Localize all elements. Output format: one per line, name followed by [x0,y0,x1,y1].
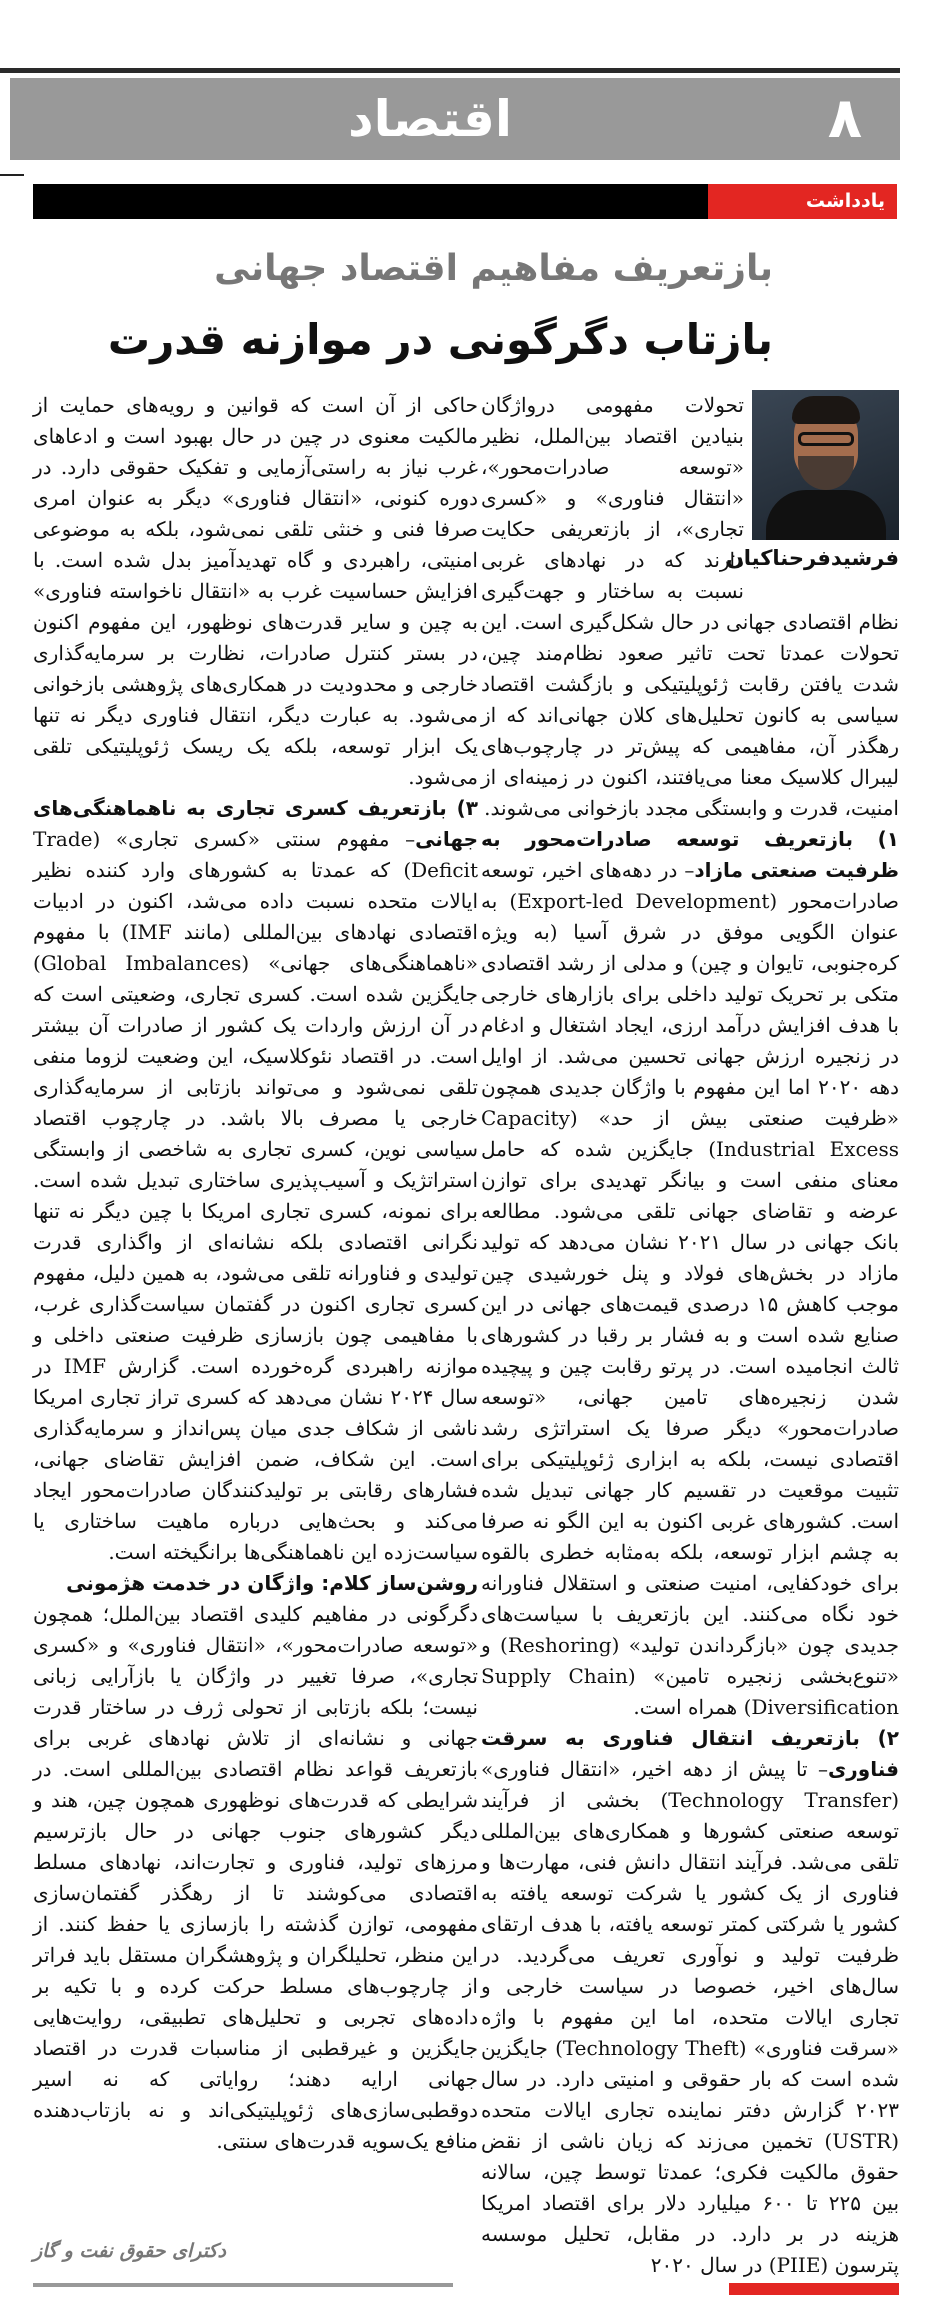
column-right [481,390,899,2281]
headline: بازتاب دگرگونی در موازنه قدرت [107,315,773,364]
category-bar [33,184,897,219]
section-3-heading: ۳) بازتعریف کسری تجاری به ناهماهنگی‌های جهانی [33,796,478,851]
section-4-heading: روشن‌ساز کلام: واژگان در خدمت هژمونی [66,1571,478,1595]
photo-glasses [798,432,854,446]
section-1-text: – در دهه‌های اخیر، توسعه صادرات‌محور (Export-led Development) به عنوان الگویی موفق در شرق آسیا (به ویژه کره‌جنوبی، تایوان و چین) و مدلی از رشد اقتصادی متکی بر تحریک تولید داخلی برای بازارهای خارجی با هدف افزایش درآمد ارزی، ایجاد اشتغال و ادغام در زنجیره ارزش جهانی تحسین می‌شد. از اوایل دهه ۲۰۲۰ اما این مفهوم با واژگان جدیدی همچون «ظرفیت صنعتی بیش از حد» (Capacity Industrial Excess) جایگزین شده که حامل معنای منفی است و بیانگر تهدیدی برای توازن عرضه و تقاضای جهانی تلقی می‌شود. مطالعه بانک جهانی در سال ۲۰۲۱ نشان می‌دهد که تولید مازاد در بخش‌های فولاد و پنل خورشیدی چین موجب کاهش ۱۵ درصدی قیمت‌های جهانی در این صنایع شده است و به فشار بر رقبا در کشورهای ثالث انجامیده است. در پرتو رقابت چین و پیچیده شدن زنجیره‌های تامین جهانی، «توسعه صادرات‌محور» دیگر صرفا یک استراتژی رشد اقتصادی نیست، بلکه به ابزاری ژئوپلیتیکی برای تثبیت موقعیت در تقسیم کار جهانی تبدیل شده است. کشورهای غربی اکنون به این الگو نه صرفا به چشم ابزار توسعه، بلکه به‌مثابه خطری بالقوه برای خودکفایی، امنیت صنعتی و استقلال فناورانه خود نگاه می‌کنند. این بازتعریف با سیاست‌های جدیدی چون «بازگرداندن تولید» (Reshoring) و «تنوع‌بخشی زنجیره تامین» (Supply Chain Diversification) همراه است. [481,858,900,1719]
section-1-paragraph [481,824,899,1723]
section-3-text: – مفهوم سنتی «کسری تجاری» (Trade Deficit) که عمدتا به کشورهای وارد کننده نظیر ایالات متحده نسبت داده می‌شد، اکنون در ادبیات اقتصادی نهادهای بین‌المللی (مانند IMF) با مفهوم «ناهماهنگی‌های جهانی» (Global Imbalances) جایگزین شده است. کسری تجاری، وضعیتی است که در آن ارزش واردات یک کشور از صادرات آن بیشتر است. در اقتصاد نئوکلاسیک، این وضعیت لزوما منفی تلقی نمی‌شود و می‌تواند بازتابی از سرمایه‌گذاری خارجی یا مصرف بالا باشد. در چارچوب اقتصاد سیاسی نوین، کسری تجاری به شاخصی از وابستگی استراتژیک و آسیب‌پذیری ساختاری تبدیل شده است. برای نمونه، کسری تجاری امریکا با چین دیگر نه تنها نگرانی اقتصادی بلکه نشانه‌ای از واگذاری قدرت تولیدی و فناورانه تلقی می‌شود، به همین دلیل، مفهوم کسری تجاری اکنون در گفتمان سیاست‌گذاری غرب، با مفاهیمی چون بازسازی ظرفیت صنعتی داخلی و موازنه راهبردی گره‌خورده است. گزارش IMF در سال ۲۰۲۴ نشان می‌دهد که کسری تراز تجاری امریکا ناشی از شکاف جدی میان پس‌انداز و سرمایه‌گذاری است. این شکاف، ضمن افزایش تقاضای جهانی، فشارهای رقابتی بر تولیدکنندگان صادرات‌محور ایجاد می‌کند و بحث‌هایی درباره ماهیت ساختاری یا سیاست‌زده این ناهماهنگی‌ها برانگیخته است. [33,827,479,1564]
section-title: اقتصاد [348,90,512,148]
header-left-gap [0,78,10,160]
author-credential: دکترای حقوق نفت و گاز [33,2240,226,2262]
section-3-paragraph [33,793,478,1568]
continuation-paragraph: حاکی از آن است که قوانین و رویه‌های حمایت از مالکیت معنوی در چین در حال بهبود است و ادعاهای غرب نیاز به راستی‌آزمایی و تفکیک حقوقی دارد. در دوره کنونی، «انتقال فناوری» دیگر به عنوان امری صرفا فنی و خنثی تلقی نمی‌شود، بلکه به موضوعی امنیتی، راهبردی و گاه تهدیدآمیز بدل شده است. با افزایش حساسیت غرب به «انتقال ناخواسته فناوری» به چین و سایر قدرت‌های نوظهور، این مفهوم اکنون در بستر کنترل صادرات، نظارت بر سرمایه‌گذاری خارجی و محدودیت در همکاری‌های پژوهشی بازخوانی می‌شود. به عبارت دیگر، انتقال فناوری دیگر نه تنها یک ابزار توسعه، بلکه یک ریسک ژئوپلیتیکی تلقی می‌شود. [33,393,478,789]
column-left [33,390,478,2157]
section-2-heading: ۲) بازتعریف انتقال فناوری به سرقت فناوری [481,1726,899,1781]
footer-rule [33,2283,453,2287]
photo-hair [792,396,860,424]
section-2-paragraph [481,1723,899,2281]
category-label: یادداشت [805,190,885,212]
author-photo [752,390,899,540]
section-2-text: – تا پیش از دهه اخیر، «انتقال فناوری» (Technology Transfer) بخشی از فرآیند توسعه صنعتی کشورها و همکاری‌های بین‌المللی تلقی می‌شد. فرآیند انتقال دانش فنی، مهارت‌ها و فناوری از یک کشور یا شرکت توسعه یافته به کشور یا شرکتی کمتر توسعه یافته، با هدف ارتقای ظرفیت تولید و نوآوری تعریف می‌گردید. در سال‌های اخیر، خصوصا در سیاست خارجی و تجاری ایالات متحده، اما این مفهوم با واژه «سرقت فناوری» (Technology Theft) جایگزین شده است که بار حقوقی و امنیتی دارد. در سال ۲۰۲۳ گزارش دفتر نماینده تجاری ایالات متحده (USTR) تخمین می‌زند که زیان ناشی از نقض حقوق مالکیت فکری؛ عمدتا توسط چین، سالانه بین ۲۲۵ تا ۶۰۰ میلیارد دلار برای اقتصاد امریکا هزینه در بر دارد. در مقابل، تحلیل موسسه پترسون (PIIE) در سال ۲۰۲۰ [481,1757,900,2277]
kicker: بازتعریف مفاهیم اقتصاد جهانی [214,248,773,289]
section-1-heading: ۱) بازتعریف توسعه صادرات‌محور به ظرفیت صنعتی مازاد [481,827,900,882]
photo-body [766,490,886,540]
intro-paragraph: تحولات مفهومی درواژگان بنیادین اقتصاد بین‌الملل، نظیر «توسعه صادرات‌محور»، «انتقال فناوری» و «کسری تجاری»، از بازتعریفی حکایت دارند که در نهادهای غربی نسبت به ساختار و جهت‌گیری نظام اقتصادی جهانی در حال شکل‌گیری است. این تحولات عمدتا تحت تاثیر صعود نظام‌مند چین، شدت یافتن رقابت ژئوپلیتیکی و بازگشت اقتصاد سیاسی به کانون تحلیل‌های کلان جهانی‌اند که از رهگذر آن، مفاهیمی که پیش‌تر در چارچوب‌های لیبرال کلاسیک معنا می‌یافتند، اکنون در زمینه‌ای از امنیت، قدرت و وابستگی مجدد بازخوانی می‌شوند. [481,393,900,820]
page-number: ۸ [827,86,863,151]
footer-red-mark [729,2283,899,2295]
section-4-text: دگرگونی در مفاهیم کلیدی اقتصاد بین‌الملل؛ همچون «توسعه صادرات‌محور»، «انتقال فناوری» و «کسری تجاری»، صرفا تغییر در واژگان یا بازآرایی زبانی نیست؛ بلکه بازتابی از تحولی ژرف در ساختار قدرت جهانی و نشانه‌ای از تلاش نهادهای غربی برای بازتعریف قواعد نظام اقتصادی بین‌المللی است. در شرایطی که قدرت‌های نوظهوری همچون چین، هند و دیگر کشورهای جنوب جهانی در حال بازترسیم مرزهای تولید، فناوری و تجارت‌اند، نهادهای مسلط اقتصادی می‌کوشند تا از رهگذر گفتمان‌سازی مفهومی، توازن گذشته را بازسازی یا حفظ کنند. از این منظر، تحلیلگران و پژوهشگران مستقل باید فراتر از چارچوب‌های مسلط حرکت کرده و با تکیه بر داده‌های تجربی و تحلیل‌های تطبیقی، روایت‌هایی جایگزین و غیرقطبی از مناسبات قدرت در اقتصاد جهانی ارایه دهند؛ روایاتی که نه اسیر دوقطبی‌سازی‌های ژئوپلیتیکی‌اند و نه بازتاب‌دهنده منافع یک‌سویه قدرت‌های سنتی. [33,1602,478,2153]
top-rule [0,68,900,73]
category-bar-black [33,184,708,219]
left-rule [0,174,24,176]
author-name: فرشیدفرحناکیان [725,546,899,570]
author-photo-block [725,390,899,580]
